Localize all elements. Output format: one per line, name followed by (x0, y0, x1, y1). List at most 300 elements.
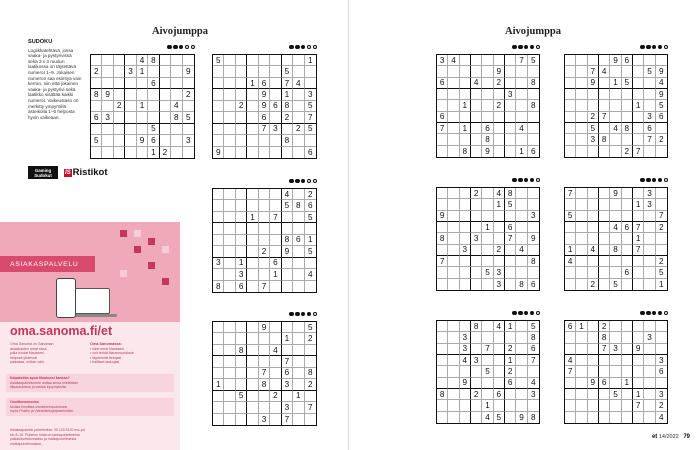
empty-cell[interactable] (565, 378, 576, 389)
empty-cell[interactable] (270, 112, 281, 123)
empty-cell[interactable] (516, 256, 527, 267)
empty-cell[interactable] (213, 333, 224, 344)
empty-cell[interactable] (437, 366, 448, 377)
empty-cell[interactable] (305, 345, 316, 356)
empty-cell[interactable] (437, 188, 448, 199)
empty-cell[interactable] (622, 89, 633, 100)
empty-cell[interactable] (565, 66, 576, 77)
empty-cell[interactable] (516, 100, 527, 111)
empty-cell[interactable] (448, 89, 459, 100)
empty-cell[interactable] (282, 269, 293, 280)
empty-cell[interactable] (622, 321, 633, 332)
empty-cell[interactable] (516, 366, 527, 377)
empty-cell[interactable] (437, 222, 448, 233)
empty-cell[interactable] (282, 55, 293, 66)
empty-cell[interactable] (270, 368, 281, 379)
empty-cell[interactable] (599, 55, 610, 66)
empty-cell[interactable] (236, 189, 247, 200)
empty-cell[interactable] (224, 391, 235, 402)
empty-cell[interactable] (576, 366, 587, 377)
empty-cell[interactable] (247, 379, 258, 390)
empty-cell[interactable] (516, 321, 527, 332)
empty-cell[interactable] (599, 389, 610, 400)
empty-cell[interactable] (224, 322, 235, 333)
empty-cell[interactable] (471, 378, 482, 389)
empty-cell[interactable] (213, 356, 224, 367)
empty-cell[interactable] (471, 412, 482, 423)
empty-cell[interactable] (494, 332, 505, 343)
empty-cell[interactable] (224, 402, 235, 413)
empty-cell[interactable] (293, 345, 304, 356)
empty-cell[interactable] (576, 267, 587, 278)
empty-cell[interactable] (494, 112, 505, 123)
empty-cell[interactable] (565, 123, 576, 134)
empty-cell[interactable] (610, 134, 621, 145)
empty-cell[interactable] (644, 400, 655, 411)
empty-cell[interactable] (644, 211, 655, 222)
empty-cell[interactable] (505, 78, 516, 89)
empty-cell[interactable] (293, 379, 304, 390)
empty-cell[interactable] (565, 332, 576, 343)
empty-cell[interactable] (293, 147, 304, 158)
empty-cell[interactable] (293, 66, 304, 77)
empty-cell[interactable] (471, 89, 482, 100)
empty-cell[interactable] (448, 389, 459, 400)
empty-cell[interactable] (114, 66, 125, 77)
empty-cell[interactable] (588, 199, 599, 210)
empty-cell[interactable] (148, 89, 159, 100)
empty-cell[interactable] (576, 100, 587, 111)
empty-cell[interactable] (565, 267, 576, 278)
empty-cell[interactable] (437, 89, 448, 100)
empty-cell[interactable] (247, 223, 258, 234)
empty-cell[interactable] (576, 199, 587, 210)
empty-cell[interactable] (247, 391, 258, 402)
empty-cell[interactable] (293, 55, 304, 66)
empty-cell[interactable] (270, 135, 281, 146)
empty-cell[interactable] (224, 55, 235, 66)
empty-cell[interactable] (576, 211, 587, 222)
empty-cell[interactable] (622, 199, 633, 210)
empty-cell[interactable] (494, 211, 505, 222)
empty-cell[interactable] (224, 269, 235, 280)
empty-cell[interactable] (224, 414, 235, 425)
empty-cell[interactable] (148, 112, 159, 123)
empty-cell[interactable] (247, 258, 258, 269)
empty-cell[interactable] (656, 321, 667, 332)
empty-cell[interactable] (633, 378, 644, 389)
empty-cell[interactable] (160, 78, 171, 89)
empty-cell[interactable] (171, 124, 182, 135)
empty-cell[interactable] (471, 279, 482, 290)
empty-cell[interactable] (247, 124, 258, 135)
empty-cell[interactable] (460, 112, 471, 123)
empty-cell[interactable] (505, 123, 516, 134)
empty-cell[interactable] (494, 366, 505, 377)
empty-cell[interactable] (599, 188, 610, 199)
empty-cell[interactable] (494, 146, 505, 157)
empty-cell[interactable] (516, 233, 527, 244)
empty-cell[interactable] (644, 267, 655, 278)
empty-cell[interactable] (460, 199, 471, 210)
empty-cell[interactable] (622, 412, 633, 423)
empty-cell[interactable] (460, 66, 471, 77)
empty-cell[interactable] (259, 223, 270, 234)
empty-cell[interactable] (183, 147, 194, 158)
empty-cell[interactable] (236, 235, 247, 246)
empty-cell[interactable] (516, 211, 527, 222)
empty-cell[interactable] (610, 146, 621, 157)
empty-cell[interactable] (305, 391, 316, 402)
empty-cell[interactable] (270, 223, 281, 234)
empty-cell[interactable] (448, 366, 459, 377)
empty-cell[interactable] (102, 147, 113, 158)
empty-cell[interactable] (293, 135, 304, 146)
empty-cell[interactable] (91, 78, 102, 89)
empty-cell[interactable] (171, 89, 182, 100)
empty-cell[interactable] (494, 134, 505, 145)
empty-cell[interactable] (482, 55, 493, 66)
empty-cell[interactable] (448, 66, 459, 77)
empty-cell[interactable] (213, 246, 224, 257)
empty-cell[interactable] (247, 101, 258, 112)
empty-cell[interactable] (610, 211, 621, 222)
empty-cell[interactable] (622, 355, 633, 366)
empty-cell[interactable] (471, 123, 482, 134)
empty-cell[interactable] (247, 66, 258, 77)
empty-cell[interactable] (270, 402, 281, 413)
empty-cell[interactable] (460, 267, 471, 278)
empty-cell[interactable] (213, 414, 224, 425)
empty-cell[interactable] (305, 66, 316, 77)
empty-cell[interactable] (137, 147, 148, 158)
empty-cell[interactable] (656, 233, 667, 244)
empty-cell[interactable] (599, 89, 610, 100)
empty-cell[interactable] (114, 135, 125, 146)
empty-cell[interactable] (576, 188, 587, 199)
empty-cell[interactable] (171, 78, 182, 89)
empty-cell[interactable] (622, 344, 633, 355)
empty-cell[interactable] (236, 124, 247, 135)
empty-cell[interactable] (588, 366, 599, 377)
empty-cell[interactable] (576, 245, 587, 256)
empty-cell[interactable] (448, 100, 459, 111)
empty-cell[interactable] (482, 211, 493, 222)
empty-cell[interactable] (270, 189, 281, 200)
empty-cell[interactable] (213, 112, 224, 123)
empty-cell[interactable] (171, 135, 182, 146)
empty-cell[interactable] (565, 100, 576, 111)
empty-cell[interactable] (460, 134, 471, 145)
empty-cell[interactable] (471, 267, 482, 278)
empty-cell[interactable] (171, 147, 182, 158)
empty-cell[interactable] (565, 389, 576, 400)
empty-cell[interactable] (576, 123, 587, 134)
empty-cell[interactable] (588, 412, 599, 423)
empty-cell[interactable] (236, 147, 247, 158)
empty-cell[interactable] (460, 256, 471, 267)
empty-cell[interactable] (656, 378, 667, 389)
empty-cell[interactable] (282, 147, 293, 158)
empty-cell[interactable] (656, 245, 667, 256)
empty-cell[interactable] (448, 188, 459, 199)
empty-cell[interactable] (448, 199, 459, 210)
empty-cell[interactable] (125, 89, 136, 100)
empty-cell[interactable] (293, 322, 304, 333)
empty-cell[interactable] (565, 112, 576, 123)
empty-cell[interactable] (644, 55, 655, 66)
empty-cell[interactable] (460, 89, 471, 100)
empty-cell[interactable] (148, 66, 159, 77)
empty-cell[interactable] (633, 78, 644, 89)
empty-cell[interactable] (633, 279, 644, 290)
empty-cell[interactable] (259, 212, 270, 223)
empty-cell[interactable] (448, 245, 459, 256)
empty-cell[interactable] (516, 378, 527, 389)
empty-cell[interactable] (633, 134, 644, 145)
empty-cell[interactable] (236, 402, 247, 413)
empty-cell[interactable] (528, 267, 539, 278)
empty-cell[interactable] (471, 222, 482, 233)
empty-cell[interactable] (622, 112, 633, 123)
empty-cell[interactable] (259, 66, 270, 77)
empty-cell[interactable] (610, 355, 621, 366)
empty-cell[interactable] (610, 112, 621, 123)
empty-cell[interactable] (528, 89, 539, 100)
empty-cell[interactable] (576, 256, 587, 267)
empty-cell[interactable] (644, 389, 655, 400)
empty-cell[interactable] (236, 246, 247, 257)
empty-cell[interactable] (460, 233, 471, 244)
empty-cell[interactable] (270, 322, 281, 333)
empty-cell[interactable] (482, 332, 493, 343)
empty-cell[interactable] (516, 89, 527, 100)
empty-cell[interactable] (516, 400, 527, 411)
empty-cell[interactable] (588, 355, 599, 366)
empty-cell[interactable] (516, 188, 527, 199)
empty-cell[interactable] (460, 78, 471, 89)
empty-cell[interactable] (270, 246, 281, 257)
empty-cell[interactable] (224, 189, 235, 200)
empty-cell[interactable] (622, 332, 633, 343)
empty-cell[interactable] (213, 235, 224, 246)
empty-cell[interactable] (644, 378, 655, 389)
empty-cell[interactable] (633, 55, 644, 66)
empty-cell[interactable] (91, 147, 102, 158)
empty-cell[interactable] (270, 78, 281, 89)
empty-cell[interactable] (282, 212, 293, 223)
empty-cell[interactable] (576, 412, 587, 423)
empty-cell[interactable] (644, 321, 655, 332)
empty-cell[interactable] (224, 200, 235, 211)
empty-cell[interactable] (293, 333, 304, 344)
empty-cell[interactable] (305, 223, 316, 234)
empty-cell[interactable] (505, 245, 516, 256)
empty-cell[interactable] (183, 78, 194, 89)
empty-cell[interactable] (644, 89, 655, 100)
empty-cell[interactable] (471, 55, 482, 66)
empty-cell[interactable] (282, 124, 293, 135)
empty-cell[interactable] (656, 188, 667, 199)
empty-cell[interactable] (576, 78, 587, 89)
empty-cell[interactable] (610, 366, 621, 377)
empty-cell[interactable] (588, 233, 599, 244)
empty-cell[interactable] (565, 146, 576, 157)
empty-cell[interactable] (213, 402, 224, 413)
empty-cell[interactable] (247, 112, 258, 123)
empty-cell[interactable] (588, 389, 599, 400)
empty-cell[interactable] (656, 344, 667, 355)
empty-cell[interactable] (576, 146, 587, 157)
empty-cell[interactable] (448, 211, 459, 222)
empty-cell[interactable] (282, 223, 293, 234)
empty-cell[interactable] (114, 78, 125, 89)
empty-cell[interactable] (610, 321, 621, 332)
empty-cell[interactable] (224, 101, 235, 112)
empty-cell[interactable] (270, 89, 281, 100)
empty-cell[interactable] (236, 66, 247, 77)
empty-cell[interactable] (224, 212, 235, 223)
empty-cell[interactable] (448, 256, 459, 267)
empty-cell[interactable] (137, 89, 148, 100)
empty-cell[interactable] (270, 147, 281, 158)
empty-cell[interactable] (610, 400, 621, 411)
empty-cell[interactable] (137, 112, 148, 123)
empty-cell[interactable] (505, 112, 516, 123)
empty-cell[interactable] (305, 258, 316, 269)
empty-cell[interactable] (516, 344, 527, 355)
empty-cell[interactable] (460, 55, 471, 66)
empty-cell[interactable] (622, 66, 633, 77)
empty-cell[interactable] (448, 78, 459, 89)
empty-cell[interactable] (270, 356, 281, 367)
empty-cell[interactable] (183, 124, 194, 135)
empty-cell[interactable] (247, 269, 258, 280)
empty-cell[interactable] (437, 355, 448, 366)
empty-cell[interactable] (622, 389, 633, 400)
empty-cell[interactable] (588, 400, 599, 411)
empty-cell[interactable] (236, 379, 247, 390)
empty-cell[interactable] (114, 124, 125, 135)
empty-cell[interactable] (599, 78, 610, 89)
empty-cell[interactable] (576, 112, 587, 123)
empty-cell[interactable] (213, 391, 224, 402)
empty-cell[interactable] (448, 332, 459, 343)
empty-cell[interactable] (236, 368, 247, 379)
empty-cell[interactable] (293, 414, 304, 425)
empty-cell[interactable] (460, 389, 471, 400)
empty-cell[interactable] (610, 100, 621, 111)
empty-cell[interactable] (471, 366, 482, 377)
empty-cell[interactable] (576, 344, 587, 355)
empty-cell[interactable] (471, 112, 482, 123)
empty-cell[interactable] (102, 124, 113, 135)
empty-cell[interactable] (482, 188, 493, 199)
empty-cell[interactable] (482, 66, 493, 77)
empty-cell[interactable] (247, 281, 258, 292)
empty-cell[interactable] (213, 135, 224, 146)
empty-cell[interactable] (293, 89, 304, 100)
empty-cell[interactable] (576, 66, 587, 77)
empty-cell[interactable] (494, 256, 505, 267)
empty-cell[interactable] (565, 222, 576, 233)
empty-cell[interactable] (471, 256, 482, 267)
empty-cell[interactable] (599, 199, 610, 210)
empty-cell[interactable] (576, 222, 587, 233)
empty-cell[interactable] (622, 100, 633, 111)
empty-cell[interactable] (224, 124, 235, 135)
empty-cell[interactable] (437, 146, 448, 157)
empty-cell[interactable] (633, 112, 644, 123)
empty-cell[interactable] (213, 189, 224, 200)
empty-cell[interactable] (437, 134, 448, 145)
empty-cell[interactable] (494, 400, 505, 411)
empty-cell[interactable] (565, 400, 576, 411)
empty-cell[interactable] (516, 112, 527, 123)
empty-cell[interactable] (599, 400, 610, 411)
empty-cell[interactable] (633, 89, 644, 100)
empty-cell[interactable] (102, 55, 113, 66)
empty-cell[interactable] (448, 412, 459, 423)
empty-cell[interactable] (471, 134, 482, 145)
empty-cell[interactable] (644, 146, 655, 157)
empty-cell[interactable] (588, 222, 599, 233)
empty-cell[interactable] (610, 89, 621, 100)
empty-cell[interactable] (576, 332, 587, 343)
empty-cell[interactable] (270, 66, 281, 77)
empty-cell[interactable] (599, 233, 610, 244)
empty-cell[interactable] (494, 344, 505, 355)
empty-cell[interactable] (471, 66, 482, 77)
empty-cell[interactable] (213, 78, 224, 89)
empty-cell[interactable] (610, 256, 621, 267)
empty-cell[interactable] (622, 256, 633, 267)
empty-cell[interactable] (183, 101, 194, 112)
empty-cell[interactable] (448, 355, 459, 366)
empty-cell[interactable] (460, 279, 471, 290)
empty-cell[interactable] (282, 281, 293, 292)
empty-cell[interactable] (633, 355, 644, 366)
empty-cell[interactable] (224, 66, 235, 77)
empty-cell[interactable] (259, 258, 270, 269)
empty-cell[interactable] (644, 344, 655, 355)
empty-cell[interactable] (259, 147, 270, 158)
empty-cell[interactable] (224, 379, 235, 390)
empty-cell[interactable] (494, 89, 505, 100)
empty-cell[interactable] (528, 134, 539, 145)
empty-cell[interactable] (610, 378, 621, 389)
empty-cell[interactable] (137, 124, 148, 135)
empty-cell[interactable] (633, 321, 644, 332)
empty-cell[interactable] (565, 233, 576, 244)
empty-cell[interactable] (471, 199, 482, 210)
empty-cell[interactable] (505, 256, 516, 267)
empty-cell[interactable] (213, 322, 224, 333)
empty-cell[interactable] (505, 267, 516, 278)
empty-cell[interactable] (576, 378, 587, 389)
empty-cell[interactable] (224, 345, 235, 356)
empty-cell[interactable] (259, 345, 270, 356)
empty-cell[interactable] (448, 146, 459, 157)
empty-cell[interactable] (282, 322, 293, 333)
ad-url[interactable]: oma.sanoma.fi/et (10, 324, 113, 338)
empty-cell[interactable] (633, 256, 644, 267)
empty-cell[interactable] (644, 78, 655, 89)
empty-cell[interactable] (437, 332, 448, 343)
empty-cell[interactable] (565, 89, 576, 100)
empty-cell[interactable] (148, 101, 159, 112)
empty-cell[interactable] (437, 321, 448, 332)
